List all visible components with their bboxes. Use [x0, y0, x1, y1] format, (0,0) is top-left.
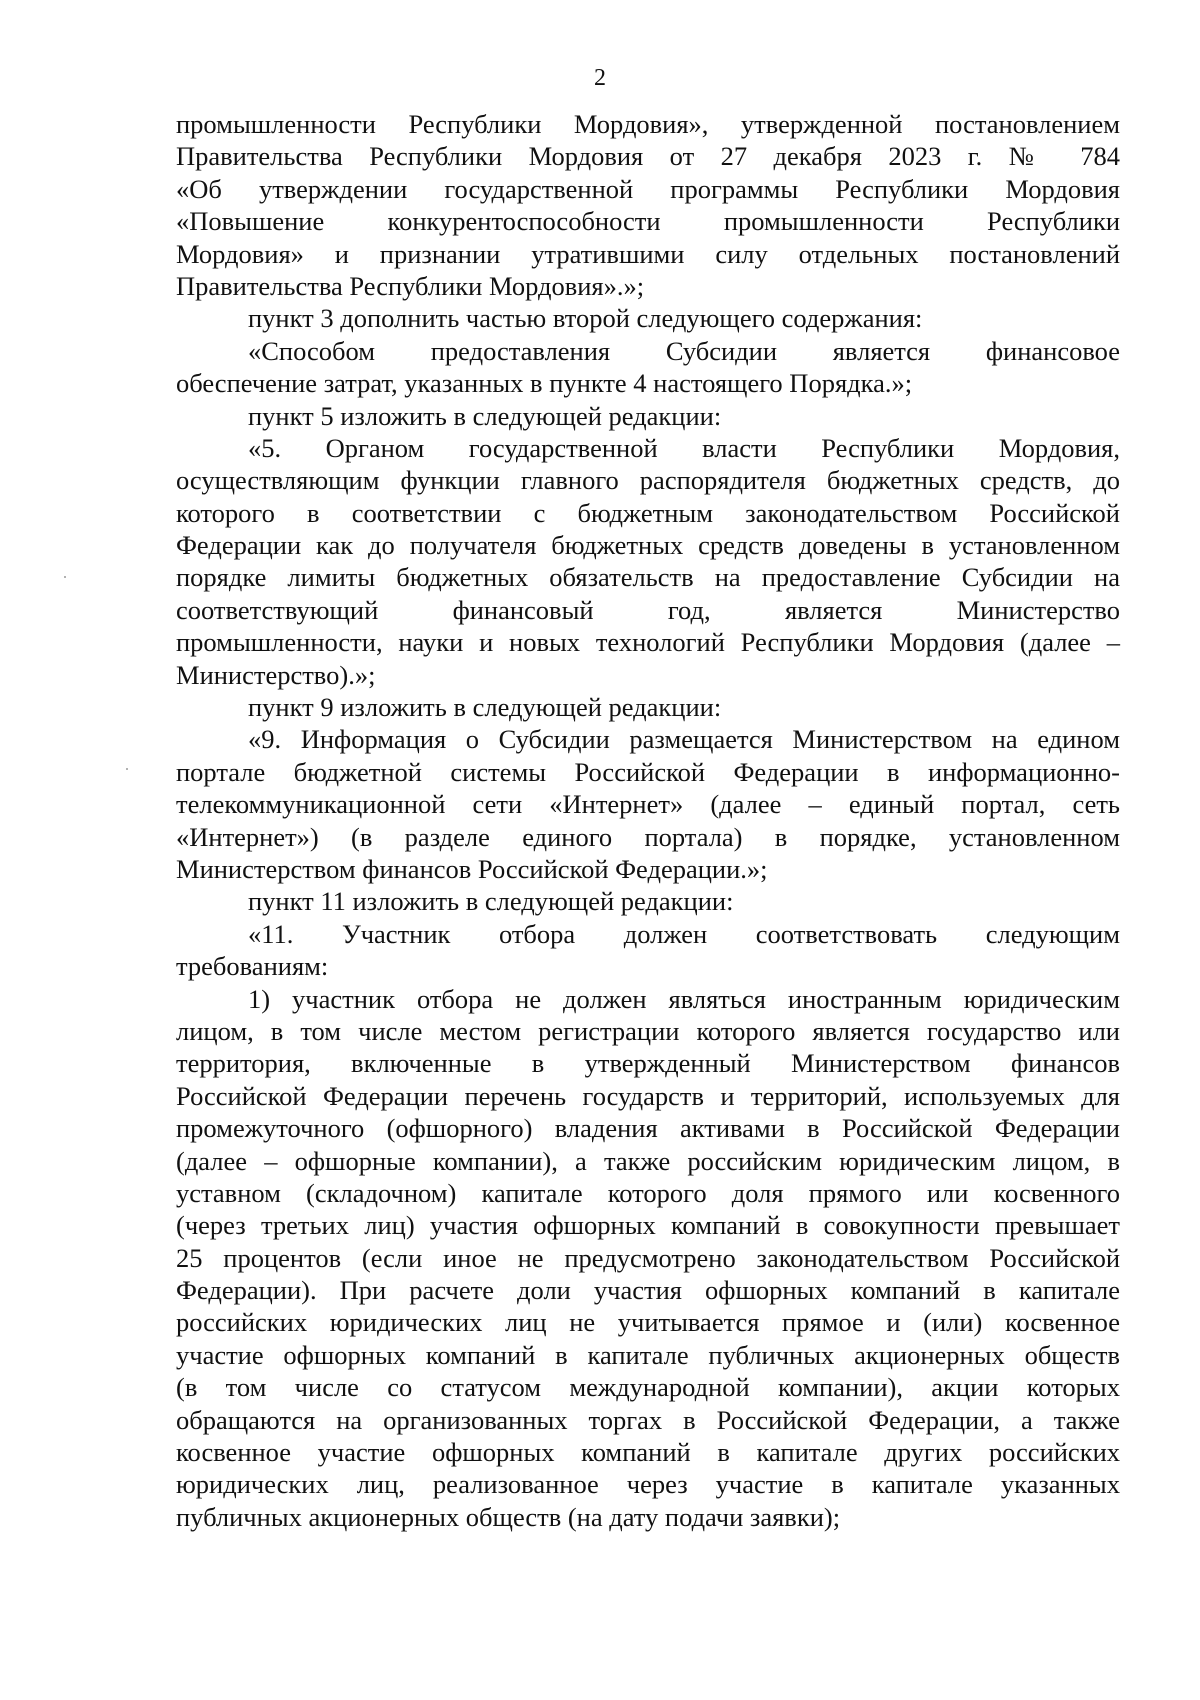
- text-line: «9. Информация о Субсидии размещается Министерством на едином: [248, 724, 1120, 755]
- text-line: «11. Участник отбора должен соответствовать следующим: [248, 918, 1120, 949]
- text-line: портале бюджетной системы Российской Федерации в информационно-: [176, 756, 1120, 787]
- document-body: [176, 108, 1120, 1533]
- text-line: «Повышение конкурентоспособности промышленности Республики: [176, 206, 1120, 237]
- text-line: пункт 9 изложить в следующей редакции:: [248, 692, 722, 723]
- text-line: 25 процентов (если иное не предусмотрено законодательством Российской: [176, 1242, 1120, 1273]
- text-line: Правительства Республики Мордовия».»;: [176, 270, 645, 301]
- text-line: порядке лимиты бюджетных обязательств на предоставление Субсидии на: [176, 562, 1120, 593]
- text-line: (далее – офшорные компании), а также российским юридическим лицом, в: [176, 1145, 1120, 1176]
- text-line: Мордовия» и признании утратившими силу отдельных постановлений: [176, 238, 1120, 269]
- text-line: юридических лиц, реализованное через участие в капитале указанных: [176, 1469, 1120, 1500]
- scan-speck: [64, 576, 66, 578]
- text-line: промышленности Республики Мордовия», утвержденной постановлением: [176, 109, 1120, 139]
- text-line: обеспечение затрат, указанных в пункте 4 настоящего Порядка.»;: [176, 368, 913, 399]
- text-line: участие офшорных компаний в капитале публичных акционерных обществ: [176, 1339, 1120, 1370]
- text-line: (в том числе со статусом международной компании), акции которых: [176, 1372, 1120, 1403]
- text-line: требованиям:: [176, 951, 329, 982]
- text-line: Российской Федерации перечень государств и территорий, используемых для: [176, 1080, 1120, 1111]
- text-line: пункт 11 изложить в следующей редакции:: [248, 886, 734, 917]
- text-line: пункт 3 дополнить частью второй следующего содержания:: [248, 303, 923, 334]
- text-line: «Способом предоставления Субсидии является финансовое: [248, 335, 1120, 366]
- text-line: косвенное участие офшорных компаний в капитале других российских: [176, 1437, 1120, 1468]
- text-line: Федерации). При расчете доли участия офшорных компаний в капитале: [176, 1275, 1120, 1306]
- text-line: уставном (складочном) капитале которого доля прямого или косвенного: [176, 1177, 1120, 1208]
- text-line: телекоммуникационной сети «Интернет» (далее – единый портал, сеть: [176, 789, 1120, 820]
- text-line: Федерации как до получателя бюджетных средств доведены в установленном: [176, 530, 1120, 561]
- text-line: территория, включенные в утвержденный Министерством финансов: [176, 1048, 1120, 1079]
- text-line: осуществляющим функции главного распорядителя бюджетных средств, до: [176, 465, 1120, 496]
- text-line: публичных акционерных обществ (на дату подачи заявки);: [176, 1501, 841, 1532]
- text-line: лицом, в том числе местом регистрации которого является государство или: [176, 1015, 1120, 1046]
- text-line: пункт 5 изложить в следующей редакции:: [248, 400, 722, 431]
- text-line: соответствующий финансовый год, является Министерство: [176, 594, 1120, 625]
- text-line: «Интернет») (в разделе единого портала) в порядке, установленном: [176, 821, 1120, 852]
- text-line: «5. Органом государственной власти Республики Мордовия,: [248, 432, 1120, 463]
- scan-speck: [126, 768, 128, 770]
- text-line: (через третьих лиц) участия офшорных компаний в совокупности превышает: [176, 1210, 1120, 1241]
- text-line: российских юридических лиц не учитывается прямое и (или) косвенное: [176, 1307, 1120, 1338]
- text-line: «Об утверждении государственной программы Республики Мордовия: [176, 173, 1120, 204]
- text-line: которого в соответствии с бюджетным законодательством Российской: [176, 497, 1120, 528]
- text-line: промышленности, науки и новых технологий Республики Мордовия (далее –: [176, 627, 1120, 658]
- text-line: Министерство).»;: [176, 659, 376, 690]
- text-line: 1) участник отбора не должен являться иностранным юридическим: [248, 983, 1120, 1014]
- text-line: промежуточного (офшорного) владения активами в Российской Федерации: [176, 1113, 1120, 1144]
- page-number: 2: [594, 65, 606, 91]
- text-line: Министерством финансов Российской Федерации.»;: [176, 853, 768, 884]
- text-line: Правительства Республики Мордовия от 27 декабря 2023 г. № 784: [176, 141, 1120, 172]
- text-line: обращаются на организованных торгах в Российской Федерации, а также: [176, 1404, 1120, 1435]
